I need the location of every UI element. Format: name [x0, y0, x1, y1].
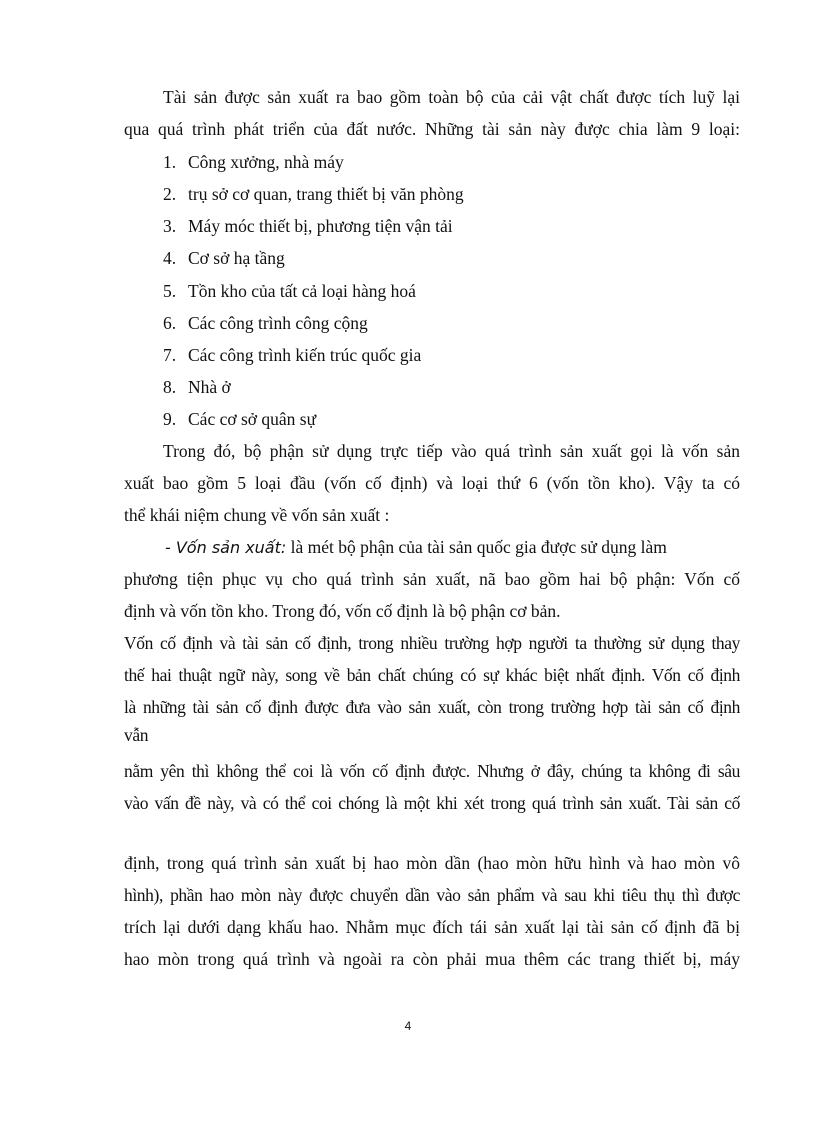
list-text: Cơ sở hạ tầng	[188, 248, 285, 268]
paragraph3-line1	[165, 534, 740, 561]
paragraph5-line2: hình), phần hao mòn này được chuyển dần vào sản phẩm và sau khi tiêu thụ thì được	[124, 885, 740, 905]
list-item	[163, 181, 723, 207]
list-item	[163, 278, 723, 304]
paragraph1-line1: Tài sản được sản xuất ra bao gồm toàn bộ của cải vật chất được tích luỹ lại	[163, 87, 740, 107]
list-number: 4.	[163, 248, 177, 268]
paragraph2-line2: xuất bao gồm 5 loại đầu (vốn cố định) và loại thứ 6 (vốn tồn kho). Vậy ta có	[124, 473, 740, 493]
list-text: Các cơ sở quân sự	[188, 409, 317, 429]
list-number: 6.	[163, 313, 177, 333]
paragraph5-line4: hao mòn trong quá trình và ngoài ra còn phải mua thêm các trang thiết bị, máy	[124, 949, 740, 969]
list-item	[163, 213, 723, 239]
list-number: 9.	[163, 409, 177, 429]
term-von-san-xuat: - Vốn sản xuất:	[165, 538, 287, 557]
list-text: Các công trình kiến trúc quốc gia	[188, 345, 422, 365]
paragraph4-line5: nằm yên thì không thể coi là vốn cố định được. Nhưng ở đây, chúng ta không đi sâu	[124, 761, 740, 781]
paragraph3-line3: định và vốn tồn kho. Trong đó, vốn cố định là bộ phận cơ bản.	[124, 601, 561, 621]
paragraph5-line1: định, trong quá trình sản xuất bị hao mòn dần (hao mòn hữu hình và hao mòn vô	[124, 853, 740, 873]
list-number: 1.	[163, 152, 177, 172]
list-number: 5.	[163, 281, 177, 301]
list-item	[163, 245, 723, 271]
paragraph2-line1: Trong đó, bộ phận sử dụng trực tiếp vào quá trình sản xuất gọi là vốn sản	[163, 441, 740, 461]
paragraph4-line6: vào vấn đề này, và có thể coi chóng là một khi xét trong quá trình sản xuất. Tài sản cố	[124, 793, 740, 813]
list-text: Tồn kho của tất cả loại hàng hoá	[188, 281, 416, 301]
list-text: Các công trình công cộng	[188, 313, 368, 333]
list-item	[163, 342, 723, 368]
list-item	[163, 406, 723, 432]
list-number: 7.	[163, 345, 177, 365]
list-text: trụ sở cơ quan, trang thiết bị văn phòng	[188, 184, 464, 204]
paragraph3-line2: phương tiện phục vụ cho quá trình sản xuất, nã bao gồm hai bộ phận: Vốn cố	[124, 569, 740, 589]
paragraph4-line3: là những tài sản cố định được đưa vào sản xuất, còn trong trường hợp tài sản cố định	[124, 697, 740, 717]
list-number: 2.	[163, 184, 177, 204]
page-number: 4	[404, 1019, 412, 1033]
paragraph4-line4: vẫn	[124, 725, 149, 745]
paragraph2-line3: thể khái niệm chung về vốn sản xuất :	[124, 505, 390, 525]
paragraph1-line2: qua quá trình phát triển của đất nước. Những tài sản này được chia làm 9 loại:	[124, 119, 740, 139]
paragraph4-line1: Vốn cố định và tài sản cố định, trong nhiều trường hợp người ta thường sử dụng thay	[124, 633, 740, 653]
list-item	[163, 149, 723, 175]
list-text: Công xưởng, nhà máy	[188, 152, 344, 172]
paragraph3-line1-rest: là mét bộ phận của tài sản quốc gia được sử dụng làm	[286, 537, 667, 557]
paragraph5-line3: trích lại dưới dạng khấu hao. Nhằm mục đích tái sản xuất lại tài sản cố định đã bị	[124, 917, 740, 937]
list-text: Máy móc thiết bị, phương tiện vận tải	[188, 216, 453, 236]
list-number: 3.	[163, 216, 177, 236]
list-text: Nhà ở	[188, 377, 231, 397]
paragraph4-line2: thế hai thuật ngữ này, song về bản chất chúng có sự khác biệt nhất định. Vốn cố định	[124, 665, 740, 685]
list-number: 8.	[163, 377, 177, 397]
list-item	[163, 374, 723, 400]
list-item	[163, 310, 723, 336]
